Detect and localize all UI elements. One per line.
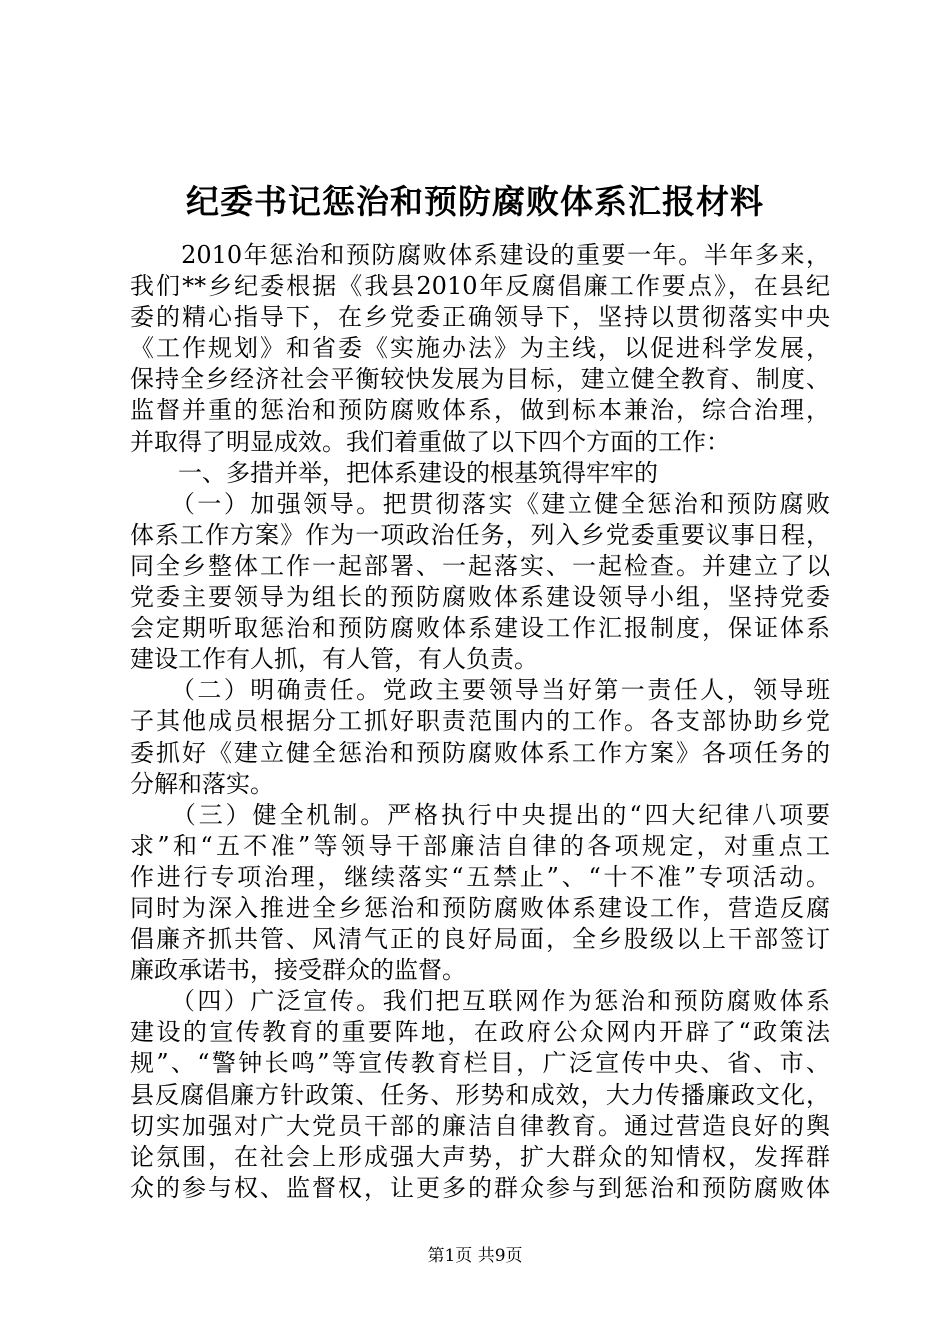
text-line: 《工作规划》和省委《实施办法》为主线，以促进科学发展， [130,334,830,363]
text-line: （一）加强领导。把贯彻落实《建立健全惩治和预防腐败 [130,489,830,518]
text-line: 我们**乡纪委根据《我县2010年反腐倡廉工作要点》，在县纪 [130,272,830,301]
text-line: 建设的宣传教育的重要阵地，在政府公众网内开辟了“政策法 [130,1018,830,1047]
text-line: （四）广泛宣传。我们把互联网作为惩治和预防腐败体系 [130,987,830,1016]
text-line: 一、多措并举，把体系建设的根基筑得牢牢的 [130,458,658,487]
text-line: （二）明确责任。党政主要领导当好第一责任人，领导班 [130,676,830,705]
page-footer: 第1页 共9页 [427,1246,523,1266]
text-line: 监督并重的惩治和预防腐败体系，做到标本兼治，综合治理， [130,396,830,425]
text-line: 体系工作方案》作为一项政治任务，列入乡党委重要议事日程， [130,520,830,549]
text-line: 子其他成员根据分工抓好职责范围内的工作。各支部协助乡党 [130,707,830,736]
text-line: 论氛围，在社会上形成强大声势，扩大群众的知情权，发挥群 [130,1142,830,1171]
text-line: 同时为深入推进全乡惩治和预防腐败体系建设工作，营造反腐 [130,893,830,922]
text-line: 保持全乡经济社会平衡较快发展为目标，建立健全教育、制度、 [130,365,830,394]
text-line: 作进行专项治理，继续落实“五禁止”、“十不准”专项活动。 [130,862,830,891]
text-line: （三）健全机制。严格执行中央提出的“四大纪律八项要 [130,800,830,829]
text-line: 建设工作有人抓，有人管，有人负责。 [130,645,538,674]
document-title: 纪委书记惩治和预防腐败体系汇报材料 [186,182,764,221]
text-line: 同全乡整体工作一起部署、一起落实、一起检查。并建立了以 [130,551,830,580]
text-line: 廉政承诺书，接受群众的监督。 [130,956,466,985]
text-line: 2010年惩治和预防腐败体系建设的重要一年。半年多来， [130,241,830,269]
text-line: 分解和落实。 [130,769,274,798]
text-line: 倡廉齐抓共管、风清气正的良好局面，全乡股级以上干部签订 [130,925,830,954]
text-line: 委抓好《建立健全惩治和预防腐败体系工作方案》各项任务的 [130,738,830,767]
text-line: 会定期听取惩治和预防腐败体系建设工作汇报制度，保证体系 [130,614,830,643]
text-line: 县反腐倡廉方针政策、任务、形势和成效，大力传播廉政文化， [130,1080,830,1109]
text-line: 切实加强对广大党员干部的廉洁自律教育。通过营造良好的舆 [130,1111,830,1140]
document-body [130,240,830,1204]
text-line: 规”、“警钟长鸣”等宣传教育栏目，广泛宣传中央、省、市、 [130,1049,830,1078]
text-line: 求”和“五不准”等领导干部廉洁自律的各项规定，对重点工 [130,831,830,860]
text-line: 党委主要领导为组长的预防腐败体系建设领导小组，坚持党委 [130,583,830,612]
text-line: 众的参与权、监督权，让更多的群众参与到惩治和预防腐败体 [130,1173,830,1202]
text-line: 并取得了明显成效。我们着重做了以下四个方面的工作： [130,427,730,456]
text-line: 委的精心指导下，在乡党委正确领导下，坚持以贯彻落实中央 [130,303,830,332]
